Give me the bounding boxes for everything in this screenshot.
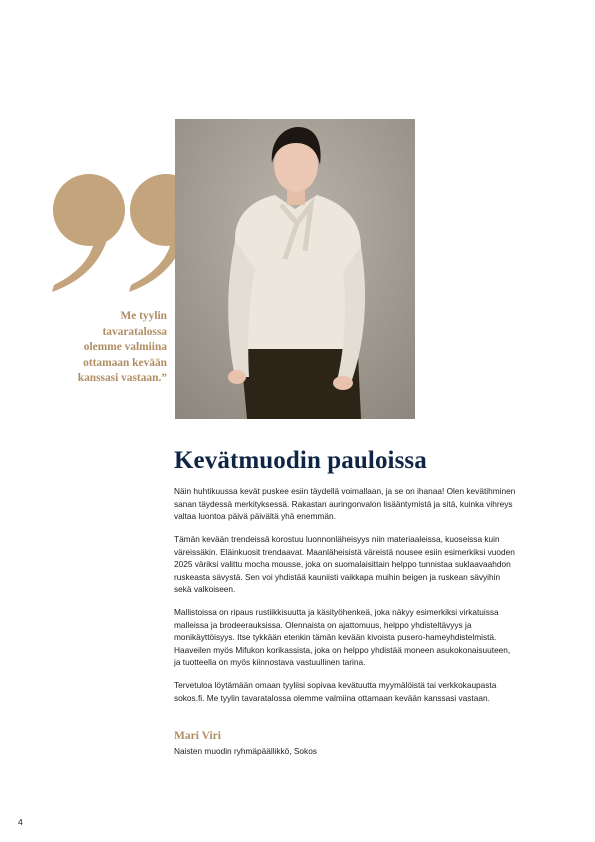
text-line: Tämän kevään trendeissä korostuu luonnonläheisyys niin materiaaleissa, kuoseissa kuin xyxy=(174,534,500,544)
text-line: sokos.fi. Me tyylin tavaratalossa olemme valmiina ottamaan kevään kanssasi vastaan. xyxy=(174,692,490,703)
text-line: malleissa ja brodeerauksissa. Olennaista on ajattomuus, helppo yhdisteltävyys ja xyxy=(174,619,472,630)
portrait-photo xyxy=(175,119,415,419)
article-title: Kevätmuodin pauloissa xyxy=(174,447,427,474)
text-line: Haaveilen myös Mifukon korikassista, joka on helppo yhdistää moneen asukokonaisuuteen, xyxy=(174,644,511,655)
text-line: 2025 väriksi valittu mocha mousse, joka on suomalaisittain helppo tunnistaa suklaavaahdon xyxy=(174,559,511,569)
text-line: ruskeasta sävystä. Sen voi yhdistää kauniisti vaikkapa muihin beigen ja ruskean sävyihin xyxy=(174,571,501,582)
text-line: Mallistoissa on ripaus rustiikkisuutta ja käsityöhenkeä, joka näkyy esimerkiksi virkatuissa xyxy=(174,607,499,617)
article-body xyxy=(174,485,544,715)
author-name: Mari Viri xyxy=(174,730,221,742)
pull-quote-line: kanssasi vastaan.” xyxy=(77,372,167,385)
pull-quote-line: tavaratalossa xyxy=(102,325,167,338)
text-line: väreissäkin. Eläinkuosit trendaavat. Maanläheisistä väreistä nousee esiin esimerkiksi vuoden xyxy=(174,546,515,557)
author-role: Naisten muodin ryhmäpäällikkö, Sokos xyxy=(174,746,317,756)
paragraph xyxy=(174,679,544,704)
paragraph xyxy=(174,606,544,669)
pull-quote-line: Me tyylin xyxy=(120,310,167,322)
paragraph xyxy=(174,485,544,523)
text-line: Näin huhtikuussa kevät puskee esiin täydellä voimallaan, ja se on ihanaa! Olen kevätihminen xyxy=(174,486,516,496)
page-number: 4 xyxy=(18,817,23,827)
pull-quote-line: ottamaan kevään xyxy=(83,356,167,369)
paragraph xyxy=(174,533,544,596)
pull-quote-line: olemme valmiina xyxy=(83,341,167,354)
text-line: sekä valkoiseen. xyxy=(174,584,236,594)
text-line: sanan täydessä merkityksessä. Rakastan auringonvalon lisääntymistä ja sitä, kuinka vihreys xyxy=(174,498,513,509)
text-line: ja tuotteella on myös kiinnostava vastuullinen tarina. xyxy=(174,657,366,667)
pull-quote xyxy=(20,309,167,387)
text-line: Tervetuloa löytämään omaan tyyliisi sopivaa kevätuutta myymälöistä tai verkkokaupasta xyxy=(174,680,497,690)
text-line: valtaa luontoa päivä päivältä yhä enemmän. xyxy=(174,511,336,521)
text-line: monikäyttöisyys. Itse tykkään etenkin tämän kevään kivoista pusero-hameyhdistelmistä. xyxy=(174,632,497,642)
